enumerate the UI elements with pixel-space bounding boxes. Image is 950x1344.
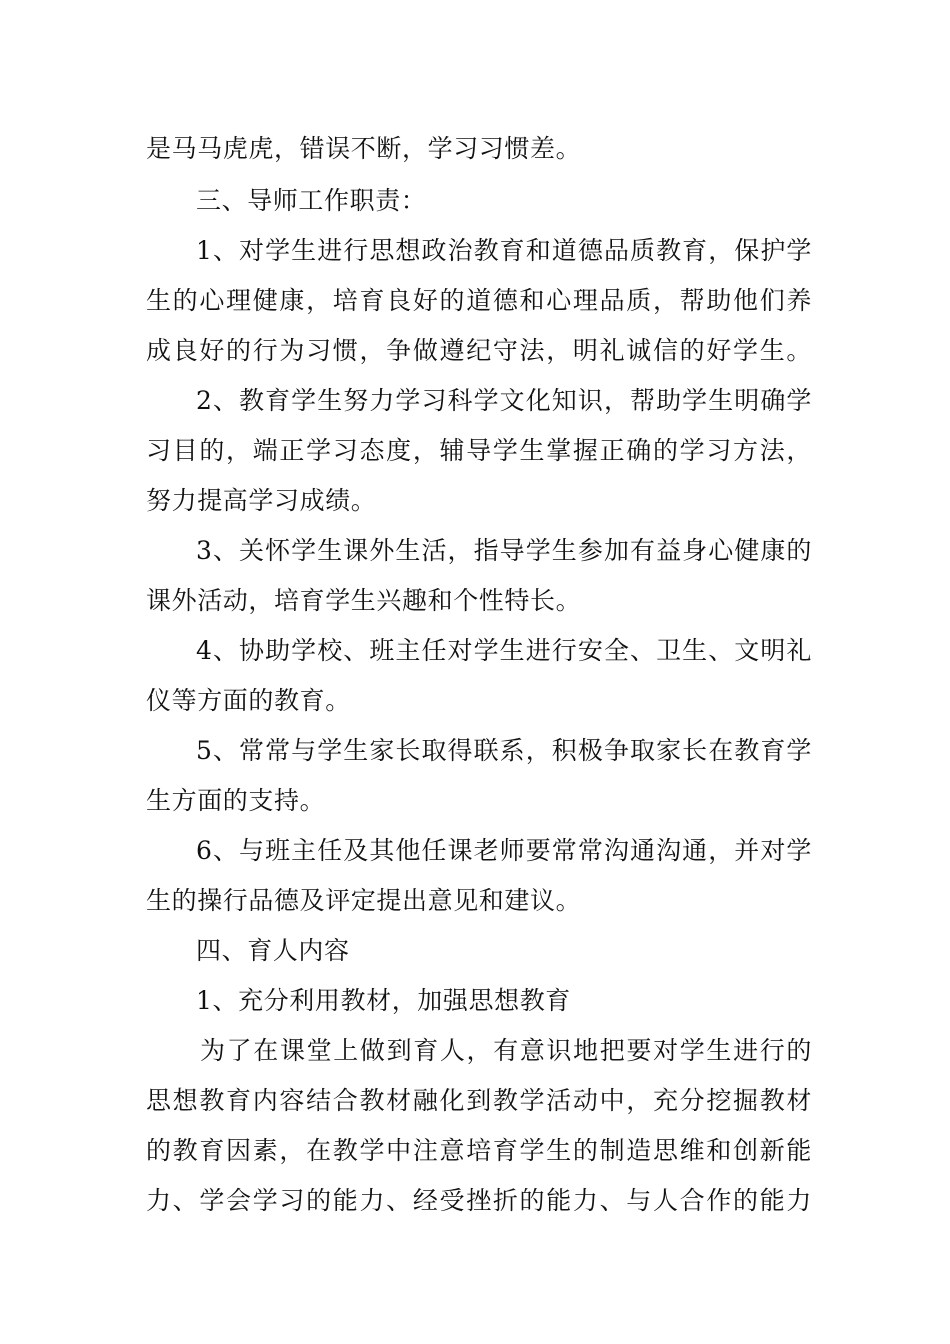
subsection-heading: 1、充分利用教材，加强思想教育 — [196, 986, 571, 1015]
section-heading: 四、育人内容 — [196, 936, 350, 965]
text-line: 努力提高学习成绩。 — [146, 486, 377, 515]
text-line: 生的操行品德及评定提出意见和建议。 — [146, 886, 582, 915]
text-line: 3、关怀学生课外生活，指导学生参加有益身心健康的 — [196, 536, 812, 565]
text-line: 成良好的行为习惯，争做遵纪守法，明礼诚信的好学生。 — [146, 336, 812, 365]
text-line: 仪等方面的教育。 — [146, 686, 351, 715]
text-line: 力、学会学习的能力、经受挫折的能力、与人合作的能力 — [146, 1186, 812, 1215]
text-line: 习目的，端正学习态度，辅导学生掌握正确的学习方法， — [146, 436, 812, 465]
text-line: 4、协助学校、班主任对学生进行安全、卫生、文明礼 — [196, 636, 812, 665]
text-line: 为了在课堂上做到育人，有意识地把要对学生进行的 — [200, 1036, 812, 1065]
text-line: 思想教育内容结合教材融化到教学活动中，充分挖掘教材 — [146, 1086, 812, 1115]
text-line: 1、对学生进行思想政治教育和道德品质教育，保护学 — [196, 236, 812, 265]
text-line: 6、与班主任及其他任课老师要常常沟通沟通，并对学 — [196, 836, 812, 865]
text-line: 生方面的支持。 — [146, 786, 326, 815]
text-line: 5、常常与学生家长取得联系，积极争取家长在教育学 — [196, 736, 812, 765]
text-line: 生的心理健康，培育良好的道德和心理品质，帮助他们养 — [146, 286, 812, 315]
text-line: 2、教育学生努力学习科学文化知识，帮助学生明确学 — [196, 386, 812, 415]
section-heading: 三、导师工作职责： — [196, 186, 427, 215]
text-line: 的教育因素，在教学中注意培育学生的制造思维和创新能 — [146, 1136, 812, 1165]
text-line: 课外活动，培育学生兴趣和个性特长。 — [146, 586, 582, 615]
text-line: 是马马虎虎，错误不断，学习习惯差。 — [146, 134, 582, 163]
